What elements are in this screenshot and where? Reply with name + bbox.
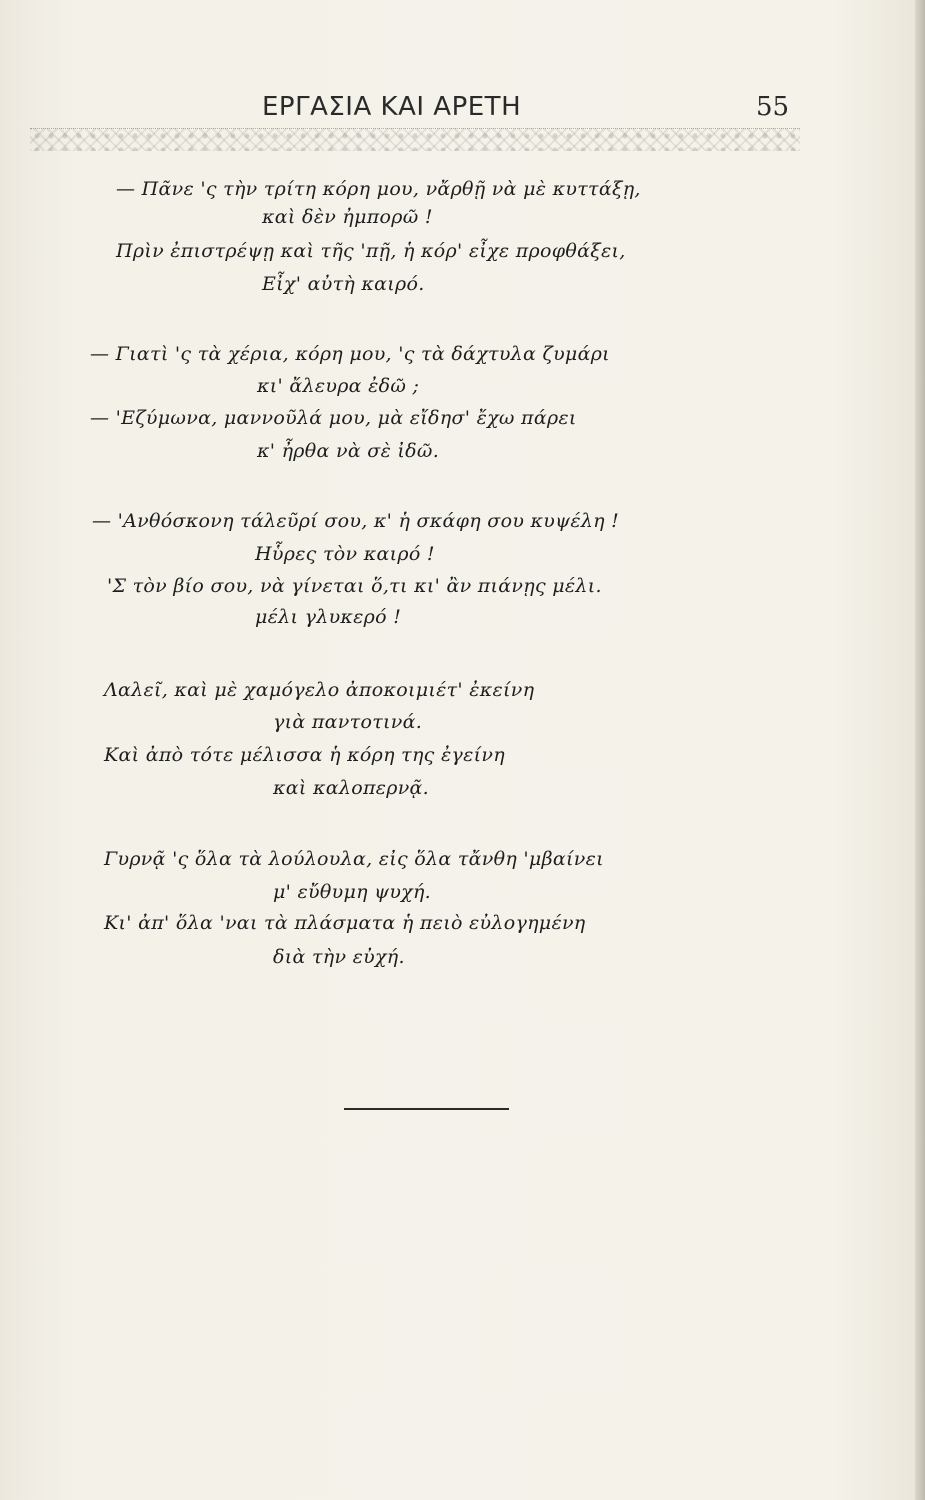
- poem-line: γιὰ παντοτινά.: [273, 711, 423, 733]
- poem-line: — Γιατὶ 'ς τὰ χέρια, κόρη μου, 'ς τὰ δάχτυλα ζυμάρι: [90, 343, 610, 365]
- poem-line: Πρὶν ἐπιστρέψῃ καὶ τῆς 'πῇ, ἡ κόρ' εἶχε προφθάξει,: [116, 240, 626, 262]
- poem-line: μέλι γλυκερό !: [255, 606, 402, 628]
- poem-line: — 'Ανθόσκονη τάλεῦρί σου, κ' ἡ σκάφη σου κυψέλη !: [92, 510, 620, 532]
- poem-line: καὶ καλοπερνᾷ.: [273, 777, 430, 799]
- poem-line: Ηὗρες τὸν καιρό !: [255, 543, 435, 565]
- page-number: 55: [756, 92, 790, 122]
- poem-line: Εἶχ' αὐτὴ καιρό.: [262, 273, 425, 295]
- end-rule: [344, 1108, 509, 1110]
- poem-line: διὰ τὴν εὐχή.: [273, 946, 405, 968]
- poem-line: κι' ἄλευρα ἐδῶ ;: [257, 375, 420, 397]
- running-title: ΕΡΓΑΣΙΑ ΚΑΙ ΑΡΕΤΗ: [262, 92, 522, 122]
- poem-line: — Πᾶνε 'ς τὴν τρίτη κόρη μου, νἄρθῇ νὰ μὲ κυττάξῃ,: [116, 178, 641, 200]
- poem-line: κ' ἦρθα νὰ σὲ ἰδῶ.: [257, 440, 440, 462]
- poem-line: Καὶ ἀπὸ τότε μέλισσα ἡ κόρη της ἐγείνη: [104, 744, 505, 766]
- poem-line: Κι' ἀπ' ὅλα 'ναι τὰ πλάσματα ἡ πειὸ εὐλογημένη: [104, 912, 586, 934]
- poem-line: — 'Εζύμωνα, μαννοῦλά μου, μὰ εἴδησ' ἔχω πάρει: [90, 407, 577, 429]
- poem-line: μ' εὔθυμη ψυχή.: [273, 881, 432, 903]
- poem-line: 'Σ τὸν βίο σου, νὰ γίνεται ὅ,τι κι' ἂν πιάνῃς μέλι.: [107, 575, 602, 597]
- poem-line: Λαλεῖ, καὶ μὲ χαμόγελο ἀποκοιμιέτ' ἐκείνη: [104, 679, 535, 701]
- poem-line: καὶ δὲν ἠμπορῶ !: [262, 206, 433, 228]
- poem-line: Γυρνᾷ 'ς ὅλα τὰ λούλουλα, εἰς ὅλα τἄνθη 'μβαίνει: [104, 848, 604, 870]
